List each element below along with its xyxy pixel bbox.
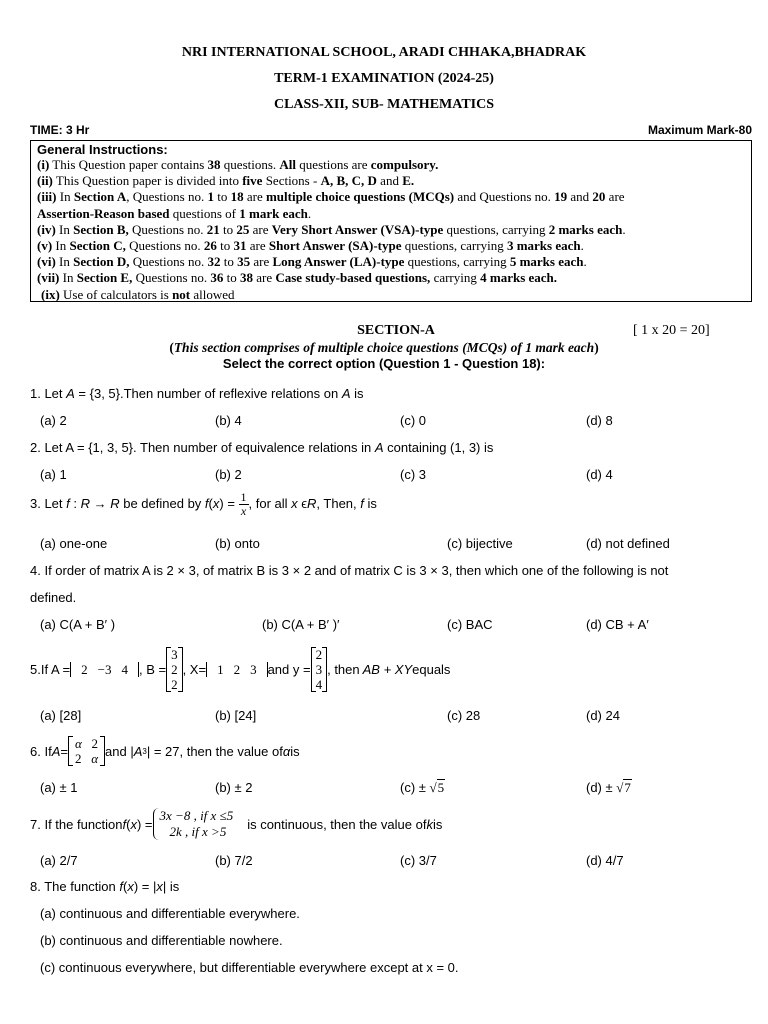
q4-option-a: (a) C(A + B′ )	[40, 617, 116, 632]
q4-option-c: (c) BAC	[447, 617, 493, 632]
q7-option-a: (a) 2/7	[40, 853, 78, 868]
question-4: 4. If order of matrix A is 2 × 3, of matrix B is 3 × 2 and of matrix C is 3 × 3, then which one of the following is not	[30, 563, 669, 578]
q5-option-d: (d) 24	[586, 708, 620, 723]
instructions-box	[30, 140, 752, 302]
q2-option-d: (d) 4	[586, 467, 613, 482]
instruction-i: (i) This Question paper contains 38 questions. All questions are compulsory.	[37, 157, 439, 172]
instruction-iii-cont: Assertion-Reason based questions of 1 mark each.	[37, 205, 312, 221]
q6-option-c: (c) ± √5	[400, 780, 445, 795]
q7-option-d: (d) 4/7	[586, 853, 624, 868]
piecewise-function: 3x −8 , if x ≤5 2k , if x >5	[153, 808, 234, 840]
q2-option-a: (a) 1	[40, 467, 67, 482]
matrix-a-row: 2 −3 4	[70, 662, 139, 677]
q3-option-d: (d) not defined	[586, 536, 670, 551]
exam-title: TERM-1 EXAMINATION (2024-25)	[274, 71, 494, 86]
q6-option-a: (a) ± 1	[40, 780, 78, 795]
section-a-select: Select the correct option (Question 1 - Question 18):	[222, 356, 546, 371]
matrix-a-2x2: α 2 2 α	[68, 736, 105, 766]
q6-option-b: (b) ± 2	[215, 780, 253, 795]
instruction-ix: (ix) Use of calculators is not allowed	[41, 286, 235, 302]
instruction-iv: (iv) In Section B, Questions no. 21 to 25 are Very Short Answer (VSA)-type questions, carrying 2 marks each.	[37, 221, 626, 237]
q2-option-c: (c) 3	[400, 467, 426, 482]
question-6: 6. If A = α 2 2 α and | A 3 | = 27, then the value of α is	[30, 736, 300, 766]
q8-option-b: (b) continuous and differentiable nowhere.	[40, 933, 283, 948]
q7-option-b: (b) 7/2	[215, 853, 253, 868]
question-2: 2. Let A = {1, 3, 5}. Then number of equivalence relations in A containing (1, 3) is	[30, 440, 494, 455]
q1-option-d: (d) 8	[586, 413, 613, 428]
q3-option-a: (a) one-one	[40, 536, 108, 551]
q5-option-b: (b) [24]	[215, 708, 257, 723]
question-3: 3. Let f : R → R be defined by f(x) = $\frac{1}{x}$ , for all x ϵR, Then, f is	[30, 490, 377, 518]
matrix-b-column: 3 2 2	[166, 647, 183, 692]
section-a-description: (This section comprises of multiple choice questions (MCQs) of 1 mark each)	[169, 340, 599, 355]
q2-option-b: (b) 2	[215, 467, 242, 482]
class-subject: CLASS-XII, SUB- MATHEMATICS	[273, 97, 494, 112]
q8-option-a: (a) continuous and differentiable everywhere.	[40, 906, 300, 921]
matrix-x-row: 1 2 3	[206, 662, 268, 677]
q1-option-b: (b) 4	[215, 413, 242, 428]
section-a-title: SECTION-A	[357, 323, 435, 338]
question-1: 1. Let A = {3, 5}.Then number of reflexive relations on A is	[30, 386, 364, 401]
q8-option-c: (c) continuous everywhere, but differentiable everywhere except at x = 0.	[40, 960, 459, 975]
school-name: NRI INTERNATIONAL SCHOOL, ARADI CHHAKA,BHADRAK	[181, 45, 587, 60]
q7-option-c: (c) 3/7	[400, 853, 437, 868]
question-4-cont: defined.	[30, 590, 77, 605]
section-a-marks: [ 1 x 20 = 20]	[633, 323, 710, 338]
q4-option-b: (b) C(A + B′ )′	[262, 617, 340, 632]
q4-option-d: (d) CB + A′	[586, 617, 649, 632]
q1-option-c: (c) 0	[400, 413, 426, 428]
question-7: 7. If the function f ( x ) = 3x −8 , if x ≤5 2k , if x >5 is continuous, then the value of k is	[30, 808, 443, 839]
instruction-vii: (vii) In Section E, Questions no. 36 to 38 are Case study-based questions, carrying 4 marks each.	[37, 270, 558, 286]
q1-option-a: (a) 2	[40, 413, 67, 428]
instruction-v: (v) In Section C, Questions no. 26 to 31 are Short Answer (SA)-type questions, carrying 3 marks each.	[37, 238, 584, 254]
question-5: 5.If A = 2 −3 4 , B = 3 2 2 , X= 1 2 3 and y = 2 3 4 , then AB + XY equals	[30, 646, 451, 692]
q3-option-c: (c) bijective	[447, 536, 513, 551]
instruction-ii: (ii) This Question paper is divided into five Sections - A, B, C, D and E.	[37, 173, 415, 189]
matrix-y-column: 2 3 4	[311, 647, 328, 692]
question-8: 8. The function f(x) = |x| is	[30, 879, 180, 894]
one-over-x-fraction: $\frac{1}{x}$	[240, 490, 247, 518]
q5-option-a: (a) [28]	[40, 708, 82, 723]
q5-option-c: (c) 28	[447, 708, 481, 723]
q6-option-d: (d) ± √7	[586, 780, 631, 795]
time-label: TIME: 3 Hr	[30, 123, 90, 137]
instruction-vi: (vi) In Section D, Questions no. 32 to 35 are Long Answer (LA)-type questions, carrying 5 marks each.	[37, 254, 587, 270]
q3-option-b: (b) onto	[215, 536, 260, 551]
instructions-title: General Instructions:	[37, 142, 168, 157]
instruction-iii: (iii) In Section A, Questions no. 1 to 18 are multiple choice questions (MCQs) and Questions no. 19 and 20 are	[37, 189, 625, 205]
max-mark-label: Maximum Mark-80	[647, 123, 752, 137]
